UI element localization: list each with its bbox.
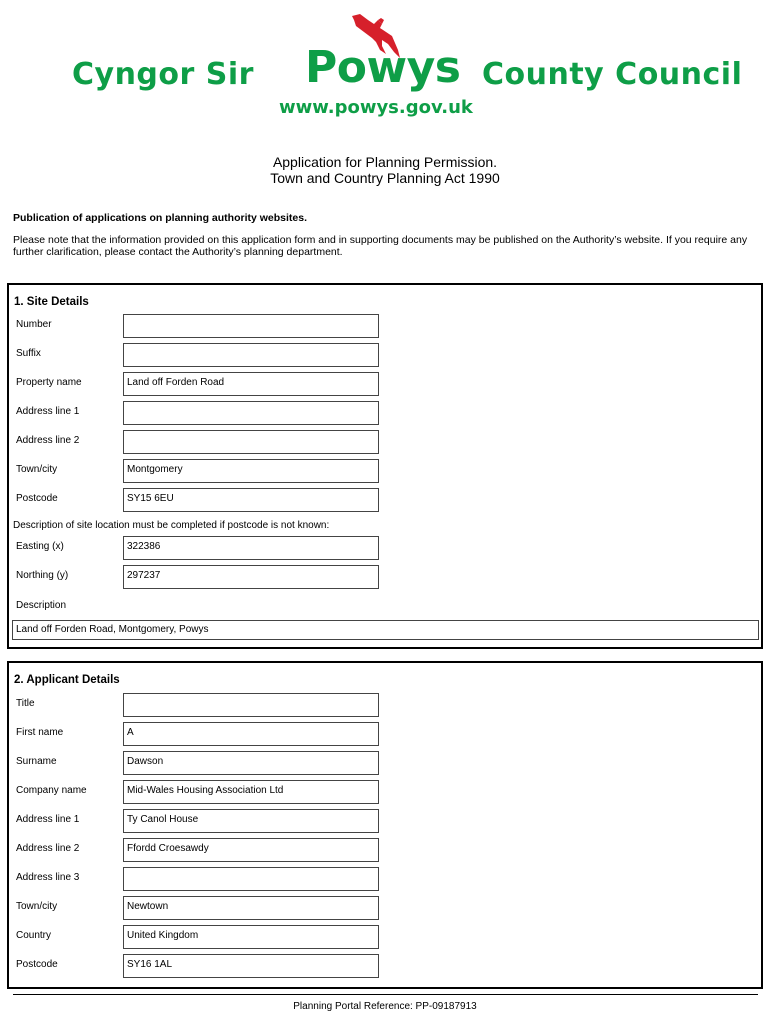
field-label: Company name — [16, 785, 87, 796]
applicant-town-field[interactable]: Newtown — [123, 896, 379, 920]
footer-divider — [13, 994, 758, 995]
form-subtitle: Town and Country Planning Act 1990 — [270, 170, 500, 186]
field-label: Address line 3 — [16, 872, 80, 883]
applicant-address-line2-field[interactable]: Ffordd Croesawdy — [123, 838, 379, 862]
field-label: Easting (x) — [16, 541, 64, 552]
field-label: First name — [16, 727, 64, 738]
publication-note: Please note that the information provided on this application form and in supporting documents may be published on the Authority’s website. If you require any further clarification, please contact the Authority’s planning department. — [13, 234, 748, 258]
site-property-name-field[interactable]: Land off Forden Road — [123, 372, 379, 396]
field-label: Town/city — [16, 901, 58, 912]
field-label: Address line 2 — [16, 435, 80, 446]
brand-english-name: County Council — [482, 57, 743, 92]
field-label: Postcode — [16, 959, 58, 970]
brand-logo-text: Powys — [305, 42, 461, 93]
location-note: Description of site location must be completed if postcode is not known: — [13, 520, 330, 531]
site-postcode-field[interactable]: SY15 6EU — [123, 488, 379, 512]
field-label: Surname — [16, 756, 57, 767]
field-label: Suffix — [16, 348, 41, 359]
field-label: Postcode — [16, 493, 58, 504]
council-header — [0, 0, 770, 130]
field-label: Description — [16, 600, 67, 611]
field-label: Country — [16, 930, 52, 941]
site-suffix-field[interactable] — [123, 343, 379, 367]
site-town-field[interactable]: Montgomery — [123, 459, 379, 483]
field-label: Town/city — [16, 464, 58, 475]
applicant-country-field[interactable]: United Kingdom — [123, 925, 379, 949]
easting-field[interactable]: 322386 — [123, 536, 379, 560]
applicant-title-field[interactable] — [123, 693, 379, 717]
field-label: Northing (y) — [16, 570, 69, 581]
field-label: Address line 1 — [16, 406, 80, 417]
website-url: www.powys.gov.uk — [279, 97, 473, 118]
applicant-postcode-field[interactable]: SY16 1AL — [123, 954, 379, 978]
site-address-line2-field[interactable] — [123, 430, 379, 454]
applicant-company-field[interactable]: Mid-Wales Housing Association Ltd — [123, 780, 379, 804]
brand-welsh-name: Cyngor Sir — [72, 57, 254, 92]
section-title: 2. Applicant Details — [14, 674, 120, 686]
site-description-field[interactable]: Land off Forden Road, Montgomery, Powys — [12, 620, 759, 640]
site-address-line1-field[interactable] — [123, 401, 379, 425]
section-title: 1. Site Details — [14, 296, 89, 308]
field-label: Address line 1 — [16, 814, 80, 825]
portal-reference: Planning Portal Reference: PP-09187913 — [293, 1001, 477, 1012]
applicant-address-line3-field[interactable] — [123, 867, 379, 891]
applicant-first-name-field[interactable]: A — [123, 722, 379, 746]
site-details-section — [7, 283, 763, 649]
field-label: Address line 2 — [16, 843, 80, 854]
applicant-surname-field[interactable]: Dawson — [123, 751, 379, 775]
northing-field[interactable]: 297237 — [123, 565, 379, 589]
form-title: Application for Planning Permission. — [272, 154, 498, 170]
applicant-address-line1-field[interactable]: Ty Canol House — [123, 809, 379, 833]
field-label: Number — [16, 319, 52, 330]
publication-heading: Publication of applications on planning authority websites. — [13, 212, 308, 224]
field-label: Property name — [16, 377, 82, 388]
site-number-field[interactable] — [123, 314, 379, 338]
applicant-details-section — [7, 661, 763, 989]
field-label: Title — [16, 698, 35, 709]
